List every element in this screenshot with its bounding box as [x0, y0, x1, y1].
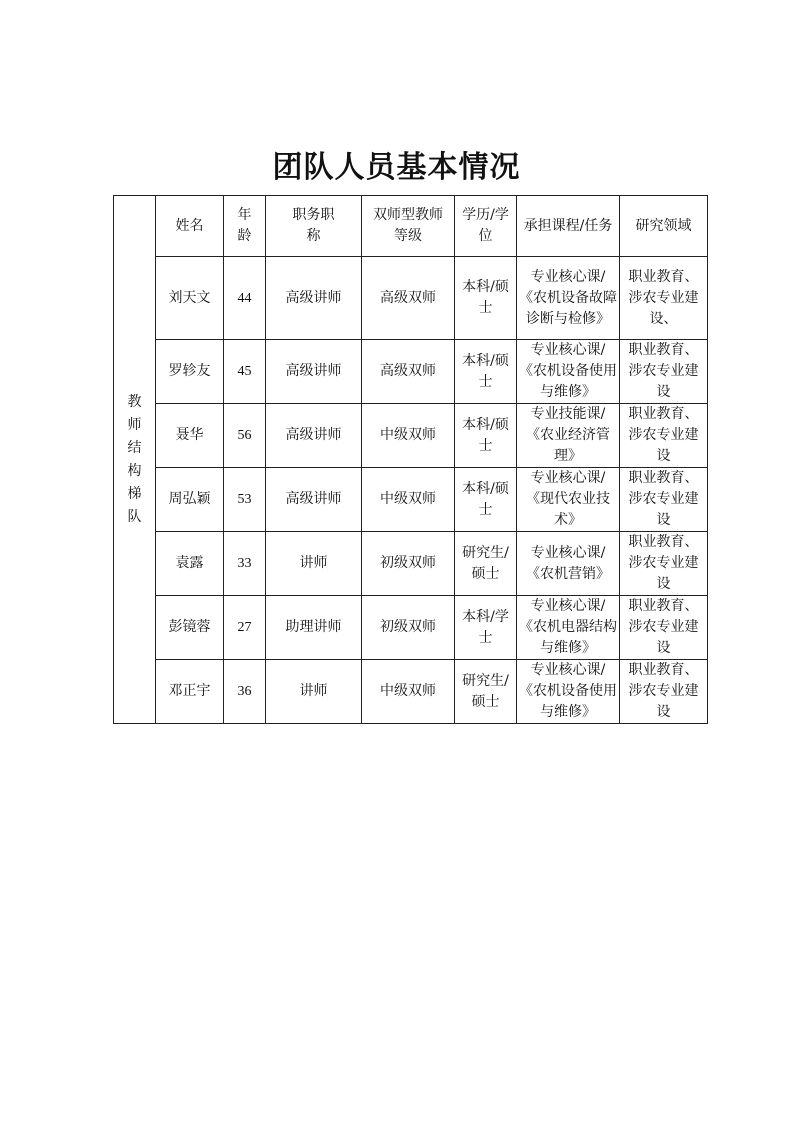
cell-dual-level: 初级双师: [362, 596, 455, 660]
header-research: 研究领域: [620, 196, 708, 257]
cell-research: 职业教育、涉农专业建设: [620, 340, 708, 404]
table-row: [114, 257, 708, 340]
table-row: [114, 660, 708, 724]
cell-position: 高级讲师: [266, 404, 362, 468]
cell-name: 袁露: [156, 532, 224, 596]
table-row: [114, 596, 708, 660]
header-education: 学历/学位: [455, 196, 517, 257]
cell-research: 职业教育、涉农专业建设: [620, 468, 708, 532]
header-age: [224, 196, 266, 257]
table-row: [114, 468, 708, 532]
cell-education: 本科/硕士: [455, 404, 517, 468]
cell-research: 职业教育、涉农专业建设: [620, 404, 708, 468]
cell-courses: 专业核心课/《农机设备故障诊断与检修》: [517, 257, 620, 340]
cell-age: 44: [224, 257, 266, 340]
cell-education: 本科/学士: [455, 596, 517, 660]
table-header-row: [114, 196, 708, 257]
cell-education: 本科/硕士: [455, 468, 517, 532]
cell-dual-level: 中级双师: [362, 468, 455, 532]
cell-research: 职业教育、涉农专业建设: [620, 660, 708, 724]
cell-research: 职业教育、涉农专业建设: [620, 532, 708, 596]
cell-age: 53: [224, 468, 266, 532]
header-courses: 承担课程/任务: [517, 196, 620, 257]
cell-position: 高级讲师: [266, 257, 362, 340]
cell-courses: 专业技能课/《农业经济管理》: [517, 404, 620, 468]
cell-courses: 专业核心课/《现代农业技术》: [517, 468, 620, 532]
cell-age: 56: [224, 404, 266, 468]
header-dual-level: 双师型教师等级: [362, 196, 455, 257]
cell-age: 27: [224, 596, 266, 660]
cell-position: 高级讲师: [266, 340, 362, 404]
cell-courses: 专业核心课/《农机设备使用与维修》: [517, 340, 620, 404]
cell-name: 周弘颖: [156, 468, 224, 532]
team-members-table: [113, 195, 708, 724]
cell-dual-level: 中级双师: [362, 404, 455, 468]
cell-research: 职业教育、涉农专业建设、: [620, 257, 708, 340]
cell-education: 本科/硕士: [455, 340, 517, 404]
cell-dual-level: 高级双师: [362, 340, 455, 404]
cell-name: 罗轸友: [156, 340, 224, 404]
table-row: [114, 532, 708, 596]
cell-research: 职业教育、涉农专业建设: [620, 596, 708, 660]
cell-dual-level: 高级双师: [362, 257, 455, 340]
cell-name: 邓正宇: [156, 660, 224, 724]
cell-dual-level: 中级双师: [362, 660, 455, 724]
cell-age: 36: [224, 660, 266, 724]
cell-courses: 专业核心课/《农机营销》: [517, 532, 620, 596]
cell-position: 讲师: [266, 532, 362, 596]
cell-name: 刘天文: [156, 257, 224, 340]
cell-education: 研究生/硕士: [455, 532, 517, 596]
cell-position: 高级讲师: [266, 468, 362, 532]
cell-position: 助理讲师: [266, 596, 362, 660]
header-age-label: 年龄: [237, 207, 252, 244]
cell-education: 研究生/硕士: [455, 660, 517, 724]
cell-name: 聂华: [156, 404, 224, 468]
cell-education: 本科/硕士: [455, 257, 517, 340]
table-row: [114, 340, 708, 404]
cell-courses: 专业核心课/《农机设备使用与维修》: [517, 660, 620, 724]
cell-position: 讲师: [266, 660, 362, 724]
group-label: 教师结构梯队: [127, 393, 142, 525]
cell-dual-level: 初级双师: [362, 532, 455, 596]
cell-courses: 专业核心课/《农机电器结构与维修》: [517, 596, 620, 660]
cell-age: 45: [224, 340, 266, 404]
page-title: 团队人员基本情况: [272, 150, 521, 185]
table-body: [114, 196, 708, 724]
header-position: 职务职称: [266, 196, 362, 257]
group-label-cell: [114, 196, 156, 724]
cell-name: 彭镜蓉: [156, 596, 224, 660]
cell-age: 33: [224, 532, 266, 596]
table-row: [114, 404, 708, 468]
header-name: 姓名: [156, 196, 224, 257]
